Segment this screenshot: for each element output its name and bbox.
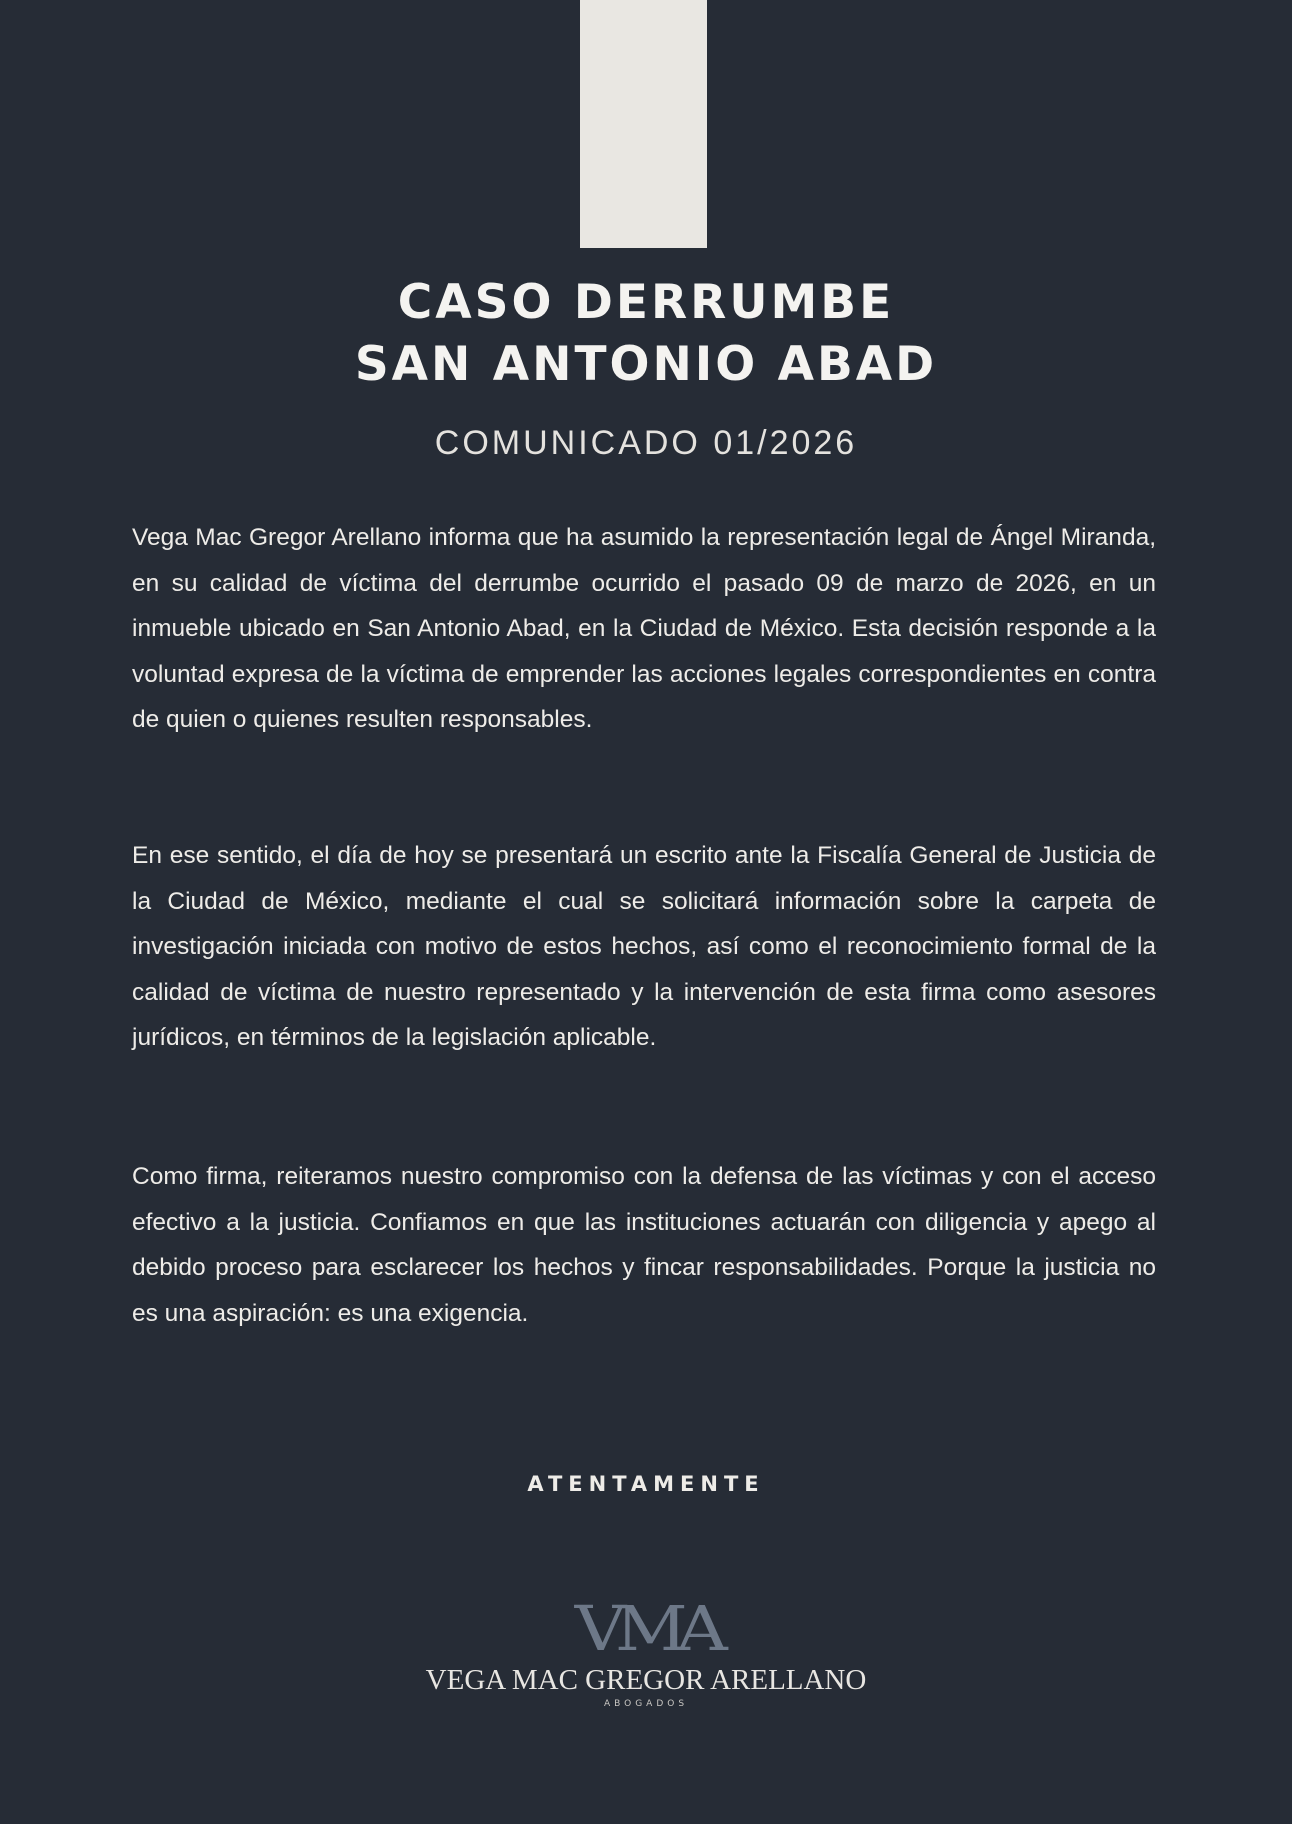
paragraph-3: Como firma, reiteramos nuestro compromiso con la defensa de las víctimas y con el acceso efectivo a la justicia. Confiamos en que las instituciones actuarán con diligencia y apego al debido proceso para esclarecer los hechos y fincar responsabilidades. Porque la justicia no es una aspiración: es una exigencia.	[132, 1163, 1156, 1327]
firm-logo	[0, 1592, 1292, 1709]
decorative-bar	[580, 0, 707, 248]
title-line-2: SAN ANTONIO ABAD	[354, 337, 938, 392]
logo-tagline: ABOGADOS	[603, 1699, 689, 1709]
title-line-1: CASO DERRUMBE	[397, 275, 895, 330]
paragraph-2: En ese sentido, el día de hoy se presentará un escrito ante la Fiscalía General de Justicia de la Ciudad de México, mediante el cual se solicitará información sobre la carpeta de investigación iniciada con motivo de estos hechos, así como el reconocimiento formal de la calidad de víctima de nuestro representado y la intervención de esta firma como asesores jurídicos, en términos de la legislación aplicable.	[132, 842, 1156, 1052]
paragraph-1: Vega Mac Gregor Arellano informa que ha asumido la representación legal de Ángel Miranda, en su calidad de víctima del derrumbe ocurrido el pasado 09 de marzo de 2026, en un inmueble ubicado en San Antonio Abad, en la Ciudad de México. Esta decisión responde a la voluntad expresa de la víctima de emprender las acciones legales correspondientes en contra de quien o quienes resulten responsables.	[132, 524, 1156, 734]
page-title	[0, 272, 1292, 396]
logo-monogram: VMA	[575, 1592, 717, 1665]
communique-number: COMUNICADO 01/2026	[434, 424, 858, 462]
closing: ATENTAMENTE	[527, 1472, 765, 1496]
logo-firm-name: VEGA MAC GREGOR ARELLANO	[425, 1664, 867, 1696]
